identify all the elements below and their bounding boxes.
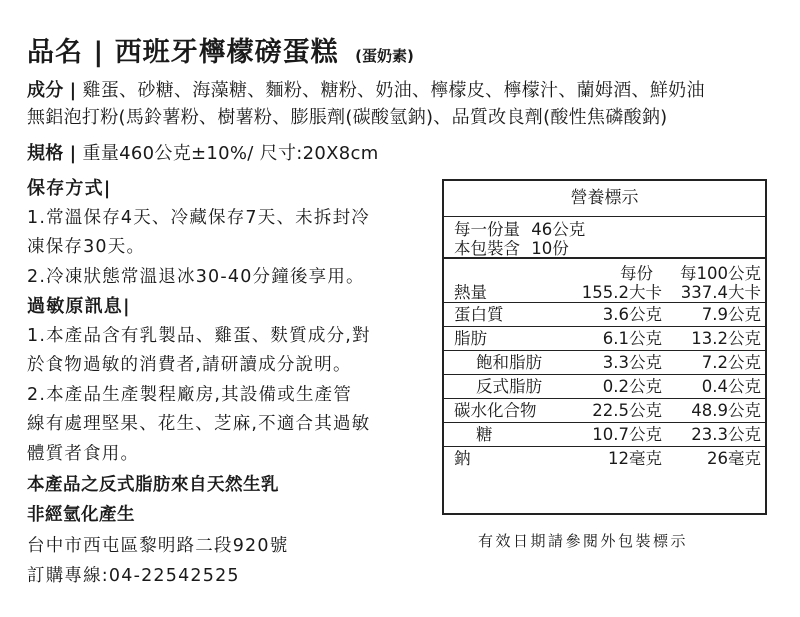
nutrient-per-100g: 26毫克 xyxy=(707,449,761,468)
nutrient-per-100g: 0.4公克 xyxy=(701,377,761,396)
spec-value: 重量460公克±10%/ 尺寸:20X8cm xyxy=(82,143,379,164)
allergen-line: 2.本產品生產製程廠房,其設備或生產管 xyxy=(27,384,353,405)
per-serving-column-label: 每份 xyxy=(620,264,653,283)
serving-info xyxy=(444,217,765,259)
nutrient-per-serving: 10.7公克 xyxy=(592,425,662,444)
ingredients-line-2: 無鋁泡打粉(馬鈴薯粉、樹薯粉、膨脹劑(碳酸氫鈉)、品質改良劑(酸性焦磷酸鈉) xyxy=(27,107,668,128)
allergen-line: 線有處理堅果、花生、芝麻,不適合其過敏 xyxy=(27,414,371,434)
nutrient-per-serving: 6.1公克 xyxy=(602,329,662,348)
left-info-column xyxy=(27,174,427,591)
nutrient-per-serving: 3.6公克 xyxy=(602,305,662,324)
trans-fat-line-1: 本產品之反式脂肪來自天然生乳 xyxy=(27,475,279,495)
nutrition-row xyxy=(444,327,765,351)
product-name-label: 品名 xyxy=(27,37,83,68)
product-name: 西班牙檸檬磅蛋糕 xyxy=(114,37,339,68)
nutrient-per-serving: 0.2公克 xyxy=(602,377,662,396)
nutrition-row xyxy=(444,303,765,327)
nutrient-name: 脂肪 xyxy=(454,329,487,348)
nutrition-facts-table xyxy=(442,179,767,515)
nutrient-per-serving: 22.5公克 xyxy=(592,401,662,420)
nutrition-row xyxy=(444,351,765,375)
storage-heading: 保存方式| xyxy=(27,178,112,199)
nutrient-per-100g: 7.2公克 xyxy=(701,353,761,372)
spec-section xyxy=(27,140,777,167)
nutrient-name: 熱量 xyxy=(454,283,487,302)
nutrient-per-100g: 48.9公克 xyxy=(691,401,761,420)
allergen-line: 於食物過敏的消費者,請研讀成分說明。 xyxy=(27,355,352,375)
nutrient-per-serving: 12毫克 xyxy=(608,449,662,468)
nutrient-per-serving: 3.3公克 xyxy=(602,353,662,372)
nutrient-name: 鈉 xyxy=(454,449,471,468)
serving-size-label: 每一份量 xyxy=(454,220,520,239)
storage-line: 1.常溫保存4天、冷藏保存7天、未拆封冷 xyxy=(27,207,370,228)
nutrient-per-100g: 7.9公克 xyxy=(701,305,761,324)
storage-line: 凍保存30天。 xyxy=(27,237,146,257)
ingredients-line-1: 雞蛋、砂糖、海藻糖、麵粉、糖粉、奶油、檸檬皮、檸檬汁、蘭姆酒、鮮奶油 xyxy=(82,80,705,101)
nutrient-name: 碳水化合物 xyxy=(454,401,537,420)
trans-fat-line-2: 非經氫化產生 xyxy=(27,504,135,525)
spec-label: 規格 xyxy=(27,143,64,164)
per-100g-column-label: 每100公克 xyxy=(680,264,761,283)
serving-size-value: 46公克 xyxy=(531,220,586,239)
nutrient-per-100g: 13.2公克 xyxy=(691,329,761,348)
hotline: 訂購專線:04-22542525 xyxy=(27,565,240,586)
product-name-title xyxy=(27,30,414,69)
ingredients-label: 成分 xyxy=(27,80,64,101)
nutrition-row xyxy=(444,375,765,399)
nutrient-name: 飽和脂肪 xyxy=(476,353,542,372)
nutrition-column-header xyxy=(444,259,765,303)
allergen-heading: 過敏原訊息| xyxy=(27,296,131,317)
nutrient-per-serving: 155.2大卡 xyxy=(581,283,662,302)
ingredients-separator: | xyxy=(69,80,77,101)
servings-per-pack-label: 本包裝含 xyxy=(454,239,520,258)
servings-per-pack-value: 10份 xyxy=(531,239,569,258)
nutrient-per-100g: 23.3公克 xyxy=(691,425,761,444)
spec-separator: | xyxy=(69,143,77,164)
nutrition-row xyxy=(444,447,765,471)
nutrition-row xyxy=(444,399,765,423)
expiry-note: 有效日期請參閱外包裝標示 xyxy=(478,532,689,550)
storage-line: 2.冷凍狀態常溫退冰30-40分鐘後享用。 xyxy=(27,266,365,287)
address: 台中市西屯區黎明路二段920號 xyxy=(27,536,289,556)
allergen-line: 體質者食用。 xyxy=(27,443,140,464)
nutrient-name: 反式脂肪 xyxy=(476,377,542,396)
nutrient-name: 糖 xyxy=(476,425,493,444)
title-separator: | xyxy=(93,37,105,68)
nutrient-per-100g: 337.4大卡 xyxy=(680,283,761,302)
allergen-line: 1.本產品含有乳製品、雞蛋、麩質成分,對 xyxy=(27,325,371,346)
nutrient-name: 蛋白質 xyxy=(454,305,504,324)
nutrition-row xyxy=(444,423,765,447)
nutrition-header: 營養標示 xyxy=(444,181,765,217)
product-subtitle: (蛋奶素) xyxy=(355,47,414,65)
ingredients-section xyxy=(27,77,777,131)
